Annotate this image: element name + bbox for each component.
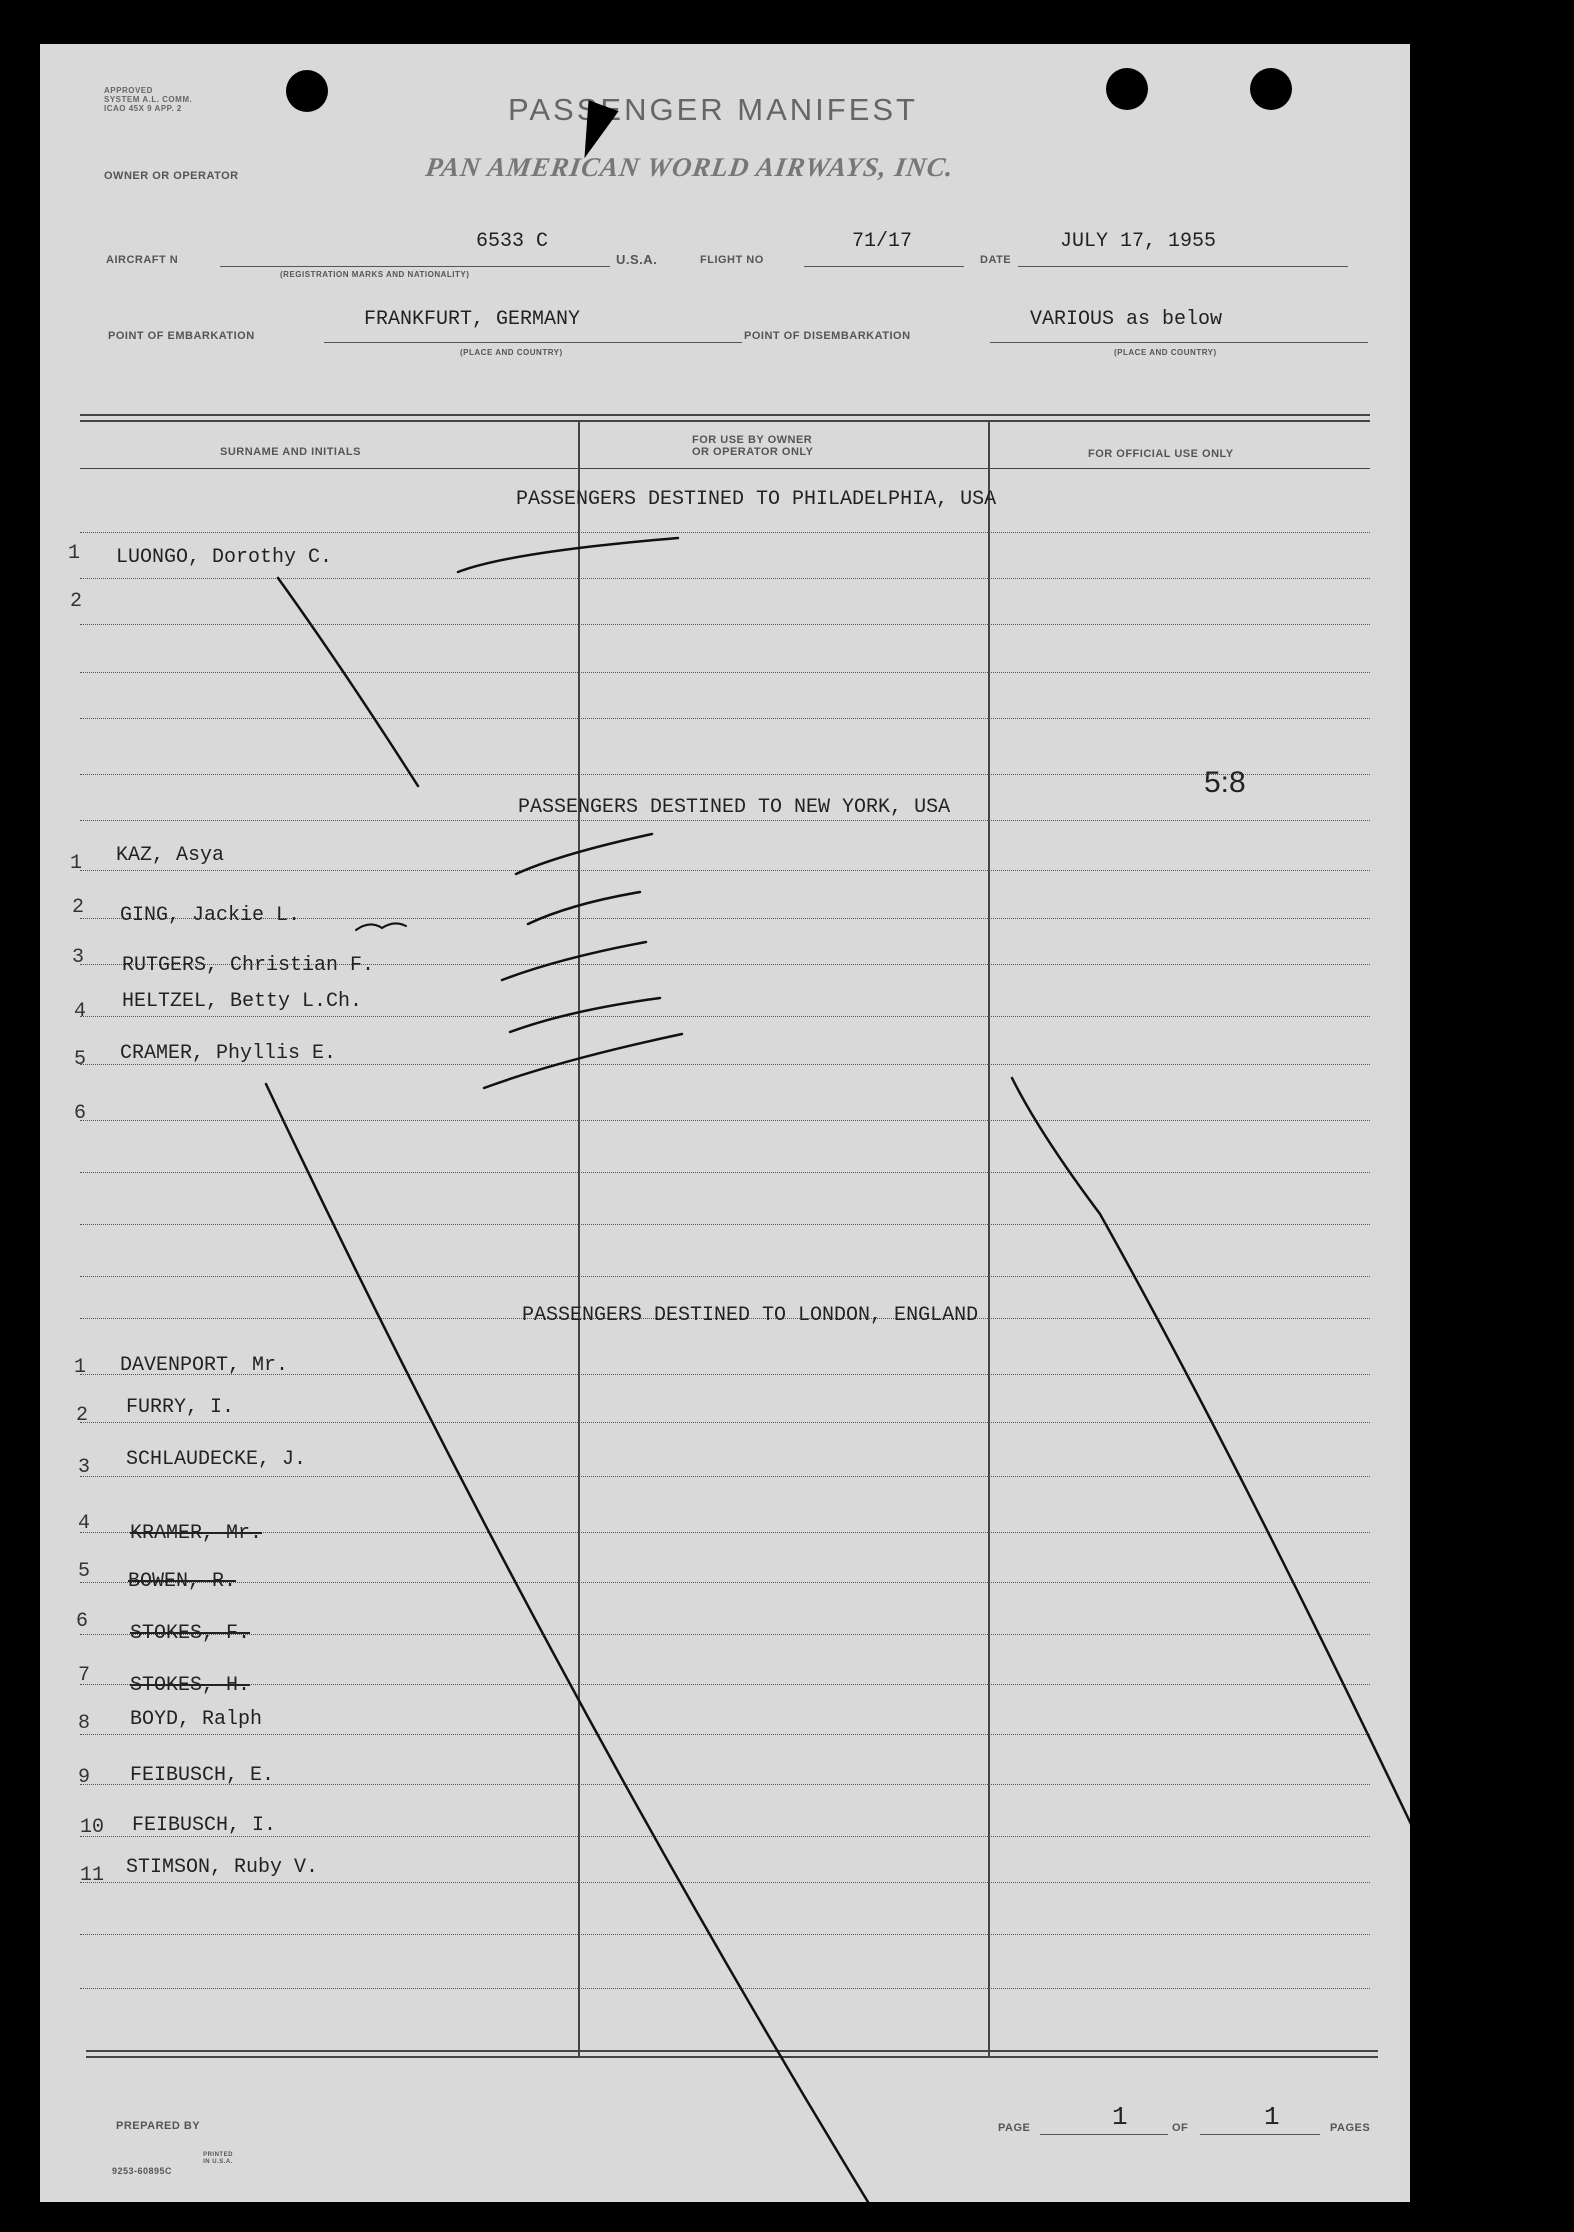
aircraft-label: AIRCRAFT N <box>106 254 179 266</box>
disembarkation-value: VARIOUS as below <box>1030 308 1223 331</box>
row-number: 1 <box>74 1356 87 1379</box>
passenger-name: FEIBUSCH, E. <box>130 1764 275 1787</box>
row-number: 7 <box>78 1664 91 1687</box>
row-number: 2 <box>70 590 83 613</box>
column-header-surname: SURNAME AND INITIALS <box>220 446 361 458</box>
usa-label: U.S.A. <box>616 252 658 267</box>
row-number: 3 <box>78 1456 91 1479</box>
pen-stroke <box>356 923 406 930</box>
row-number: 6 <box>76 1610 89 1633</box>
pen-stroke <box>1012 1078 1410 1864</box>
page-title: PASSENGER MANIFEST <box>508 92 918 127</box>
official-note: 5:8 <box>1204 766 1246 799</box>
passenger-name: KRAMER, Mr. <box>130 1522 263 1545</box>
section-heading-new-york: PASSENGERS DESTINED TO NEW YORK, USA <box>518 796 951 819</box>
pen-stroke <box>502 942 646 980</box>
row-number: 2 <box>76 1404 89 1427</box>
pen-marks <box>40 44 1410 2202</box>
owner-label: OWNER OR OPERATOR <box>104 170 239 182</box>
row-number: 1 <box>70 852 83 875</box>
passenger-name: STOKES, F. <box>130 1622 251 1645</box>
passenger-name: CRAMER, Phyllis E. <box>120 1042 337 1065</box>
row-number: 11 <box>80 1864 105 1887</box>
aircraft-value: 6533 C <box>476 230 549 253</box>
of-value: 1 <box>1264 2102 1280 2132</box>
passenger-name: BOWEN, R. <box>128 1570 237 1593</box>
pen-stroke <box>266 1084 868 2202</box>
row-number: 6 <box>74 1102 87 1125</box>
date-label: DATE <box>980 254 1012 266</box>
printed-label: PRINTED IN U.S.A. <box>203 2152 233 2165</box>
row-number: 4 <box>74 1000 87 1023</box>
prepared-label: PREPARED BY <box>116 2120 201 2132</box>
embarkation-value: FRANKFURT, GERMANY <box>364 308 581 331</box>
flight-value: 71/17 <box>852 230 913 253</box>
pen-stroke <box>458 538 678 572</box>
row-number: 2 <box>72 896 85 919</box>
row-number: 5 <box>78 1560 91 1583</box>
section-heading-philadelphia: PASSENGERS DESTINED TO PHILADELPHIA, USA <box>516 488 997 511</box>
row-number: 5 <box>74 1048 87 1071</box>
operator-name: PAN AMERICAN WORLD AIRWAYS, INC. <box>423 152 956 182</box>
pen-stroke <box>516 834 652 874</box>
page-label: PAGE <box>998 2122 1031 2134</box>
passenger-name: KAZ, Asya <box>116 844 225 867</box>
column-header-owner-2: OR OPERATOR ONLY <box>692 446 814 458</box>
passenger-name: GING, Jackie L. <box>120 904 301 927</box>
passenger-name: STIMSON, Ruby V. <box>126 1856 319 1879</box>
manifest-page <box>40 44 1410 2202</box>
row-number: 3 <box>72 946 85 969</box>
pen-stroke <box>510 998 660 1032</box>
passenger-name: SCHLAUDECKE, J. <box>126 1448 307 1471</box>
form-number: 9253-60895C <box>112 2166 173 2176</box>
pen-stroke <box>484 1034 682 1088</box>
flight-label: FLIGHT NO <box>700 254 764 266</box>
pen-stroke <box>528 892 640 924</box>
passenger-name: DAVENPORT, Mr. <box>120 1354 289 1377</box>
registration-caption: (REGISTRATION MARKS AND NATIONALITY) <box>280 270 470 279</box>
section-heading-london: PASSENGERS DESTINED TO LONDON, ENGLAND <box>522 1304 979 1327</box>
passenger-name: FURRY, I. <box>126 1396 235 1419</box>
of-label: OF <box>1172 2122 1189 2134</box>
page-value: 1 <box>1112 2102 1128 2132</box>
pages-label: PAGES <box>1330 2122 1371 2134</box>
embarkation-label: POINT OF EMBARKATION <box>108 330 255 342</box>
column-header-owner-1: FOR USE BY OWNER <box>692 434 813 446</box>
passenger-name: BOYD, Ralph <box>130 1708 263 1731</box>
passenger-name: FEIBUSCH, I. <box>132 1814 277 1837</box>
date-value: JULY 17, 1955 <box>1060 230 1217 253</box>
disembarkation-caption: (PLACE AND COUNTRY) <box>1114 348 1217 357</box>
pen-stroke <box>278 578 418 786</box>
row-number: 1 <box>68 542 81 565</box>
passenger-name: LUONGO, Dorothy C. <box>116 546 333 569</box>
approved-line-3: ICAO 45X 9 APP. 2 <box>104 104 182 113</box>
approved-line-2: SYSTEM A.L. COMM. <box>104 95 193 104</box>
row-number: 8 <box>78 1712 91 1735</box>
passenger-name: HELTZEL, Betty L.Ch. <box>122 990 363 1013</box>
approved-line-1: APPROVED <box>104 86 153 95</box>
row-number: 4 <box>78 1512 91 1535</box>
embarkation-caption: (PLACE AND COUNTRY) <box>460 348 563 357</box>
row-number: 9 <box>78 1766 91 1789</box>
passenger-name: STOKES, H. <box>130 1674 251 1697</box>
passenger-name: RUTGERS, Christian F. <box>122 954 375 977</box>
disembarkation-label: POINT OF DISEMBARKATION <box>744 330 911 342</box>
row-number: 10 <box>80 1816 105 1839</box>
column-header-official: FOR OFFICIAL USE ONLY <box>1088 448 1234 460</box>
